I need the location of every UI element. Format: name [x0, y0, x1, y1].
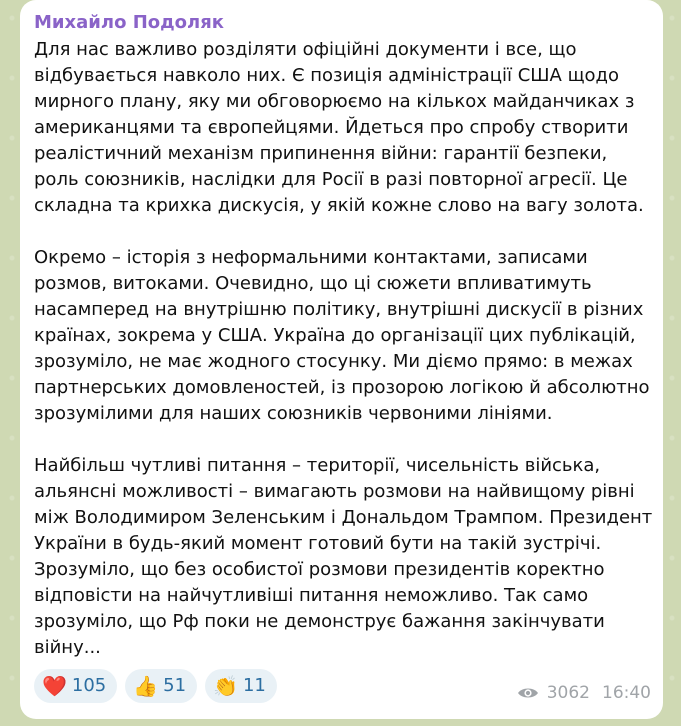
- thumbs-up-icon: 👍: [133, 674, 159, 698]
- text-line: Зрозуміло, що без особистої розмови президентів коректно: [34, 559, 605, 580]
- reaction-count: 11: [242, 675, 266, 696]
- text-line: Для нас важливо розділяти офіційні документи і все, що: [34, 39, 577, 60]
- text-line: реалістичний механізм припинення війни: гарантії безпеки,: [34, 143, 608, 164]
- text-line: американцями та європейцями. Йдеться про спробу створити: [34, 117, 629, 138]
- text-line: країнах, зокрема у США. Україна до організації цих публікацій,: [34, 325, 636, 346]
- message-text: [34, 37, 658, 687]
- message-bubble: [20, 0, 663, 719]
- text-line: України в будь-який момент готовий бути на такій зустрічі.: [34, 533, 602, 554]
- message-time: 16:40: [602, 683, 651, 703]
- text-line: війну...: [34, 637, 101, 658]
- text-line: насамперед на внутрішню політику, внутрішні дискусії в різних: [34, 299, 644, 320]
- text-line: альянсні можливості – вимагають розмови на найвищому рівні: [34, 481, 635, 502]
- message-paragraph-1: [34, 37, 658, 219]
- text-line: Найбільш чутливі питання – території, чисельність війська,: [34, 455, 601, 476]
- reaction-count: 105: [71, 675, 107, 696]
- eye-icon: [517, 686, 539, 700]
- reaction-count: 51: [163, 675, 187, 696]
- text-line: партнерських домовленостей, із прозорою логікою й абсолютно: [34, 377, 650, 398]
- text-line: складна та крихка дискусія, у якій кожне слово на вагу золота.: [34, 195, 644, 216]
- heart-icon: ❤️: [42, 674, 67, 698]
- author-name[interactable]: Михайло Подоляк: [34, 12, 225, 33]
- text-line: розмов, витоками. Очевидно, що ці сюжети впливатимуть: [34, 273, 592, 294]
- clapping-hands-icon: 👏: [213, 674, 238, 698]
- message-paragraph-3: [34, 453, 658, 661]
- view-count: 3062: [546, 683, 590, 703]
- text-line: відбувається навколо них. Є позиція адміністрації США щодо: [34, 65, 620, 86]
- text-line: Окремо – історія з неформальними контактами, записами: [34, 247, 588, 268]
- reaction-clap-button[interactable]: [205, 669, 277, 703]
- reaction-heart-button[interactable]: [34, 669, 117, 703]
- reactions-bar: [34, 669, 285, 703]
- text-line: відповісти на найчутливіші питання неможливо. Так само: [34, 585, 589, 606]
- text-line: роль союзників, наслідки для Росії в разі повторної агресії. Це: [34, 169, 628, 190]
- text-line: між Володимиром Зеленським і Дональдом Трампом. Президент: [34, 507, 653, 528]
- reaction-thumbs-up-button[interactable]: [125, 669, 197, 703]
- text-line: зрозуміло, не має жодного стосунку. Ми діємо прямо: в межах: [34, 351, 633, 372]
- text-line: зрозуміло, що Рф поки не демонструє бажання закінчувати: [34, 611, 605, 632]
- text-line: зрозумілими для наших союзників червоними лініями.: [34, 403, 553, 424]
- text-line: мирного плану, яку ми обговорюємо на кількох майданчиках з: [34, 91, 635, 112]
- message-paragraph-2: [34, 245, 658, 427]
- message-meta: [517, 683, 651, 703]
